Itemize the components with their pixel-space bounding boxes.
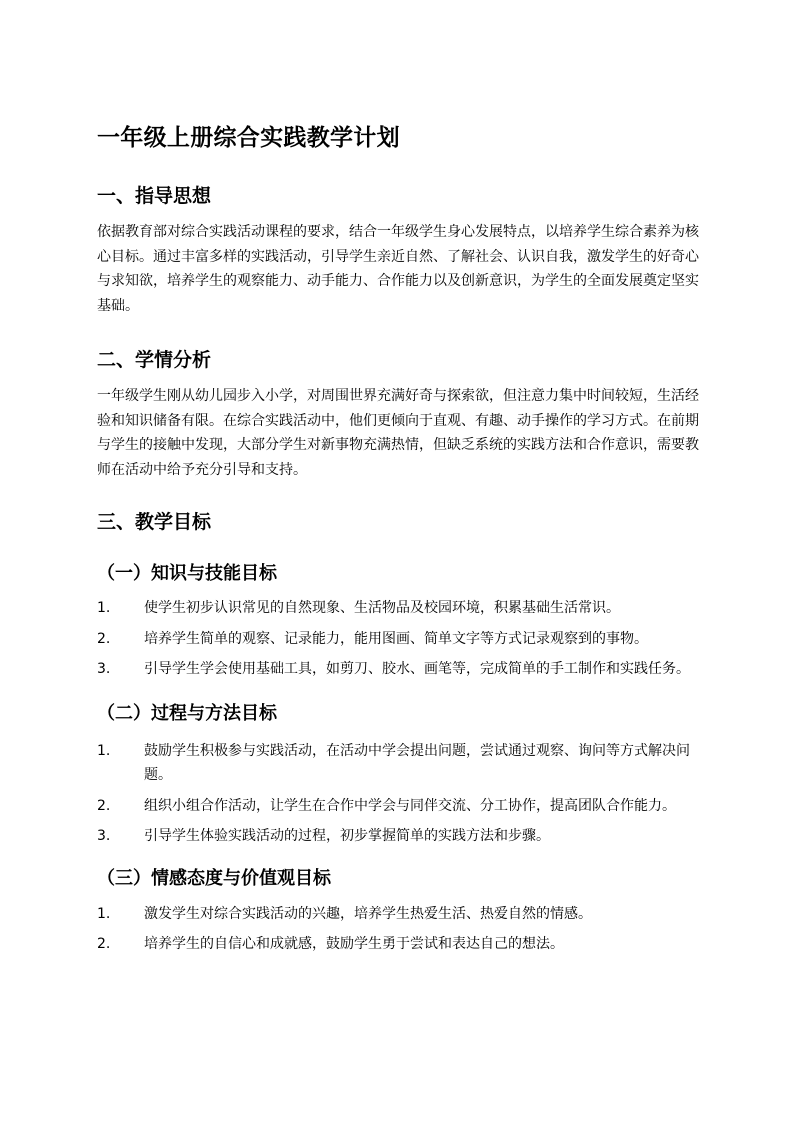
list-item-text: 激发学生对综合实践活动的兴趣，培养学生热爱生活、热爱自然的情感。 [144,905,592,922]
emotion-values-list [97,902,699,957]
list-item-text: 使学生初步认识常见的自然现象、生活物品及校园环境，积累基础生活常识。 [144,600,620,616]
subheading-process-methods: （二）过程与方法目标 [97,702,277,724]
list-item [97,596,699,621]
list-item-number: 1. [97,905,111,922]
list-item-text: 培养学生的自信心和成就感，鼓励学生勇于尝试和表达自己的想法。 [144,936,564,952]
list-item [97,932,699,957]
section-heading-teaching-goals: 三、教学目标 [97,511,212,533]
list-item [97,657,699,682]
list-item-text: 培养学生简单的观察、记录能力，能用图画、简单文字等方式记录观察到的事物。 [144,630,648,647]
knowledge-skills-list [97,596,699,682]
list-item-text: 鼓励学生积极参与实践活动，在活动中学会提出问题，尝试通过观察、询问等方式解决问题。 [144,742,690,783]
subheading-knowledge-skills: （一）知识与技能目标 [97,563,277,584]
document-title: 一年级上册综合实践教学计划 [97,125,400,151]
list-item-number: 1. [97,600,111,616]
section-heading-student-analysis: 二、学情分析 [97,349,212,371]
list-item-number: 2. [97,797,111,814]
section-body-guiding-ideology: 依据教育部对综合实践活动课程的要求，结合一年级学生身心发展特点，以培养学生综合素养为核心目标。通过丰富多样的实践活动，引导学生亲近自然、了解社会、认识自我，激发学生的好奇心与求知欲，培养学生的观察能力、动手能力、合作能力以及创新意识，为学生的全面发展奠定坚实基础。 [97,224,699,314]
list-item-number: 1. [97,742,111,759]
section-heading-guiding-ideology: 一、指导思想 [97,185,212,207]
list-item-number: 2. [97,630,111,647]
list-item [97,627,699,652]
list-item-number: 2. [97,936,111,952]
process-methods-list [97,739,699,849]
subheading-emotion-values: （三）情感态度与价值观目标 [97,867,331,889]
list-item-text: 组织小组合作活动，让学生在合作中学会与同伴交流、分工协作，提高团队合作能力。 [144,797,676,814]
section-body-student-analysis: 一年级学生刚从幼儿园步入小学，对周围世界充满好奇与探索欲，但注意力集中时间较短，生活经验和知识储备有限。在综合实践活动中，他们更倾向于直观、有趣、动手操作的学习方式。在前期与学生的接触中发现，大部分学生对新事物充满热情，但缺乏系统的实践方法和合作意识，需要教师在活动中给予充分引导和支持。 [97,388,699,478]
list-item-text: 引导学生体验实践活动的过程，初步掌握简单的实践方法和步骤。 [144,828,550,844]
list-item-number: 3. [97,828,111,844]
list-item [97,902,699,927]
list-item [97,794,699,819]
list-item-number: 3. [97,661,111,677]
list-item [97,739,699,788]
list-item-text: 引导学生学会使用基础工具，如剪刀、胶水、画笔等，完成简单的手工制作和实践任务。 [144,661,690,677]
list-item [97,824,699,849]
